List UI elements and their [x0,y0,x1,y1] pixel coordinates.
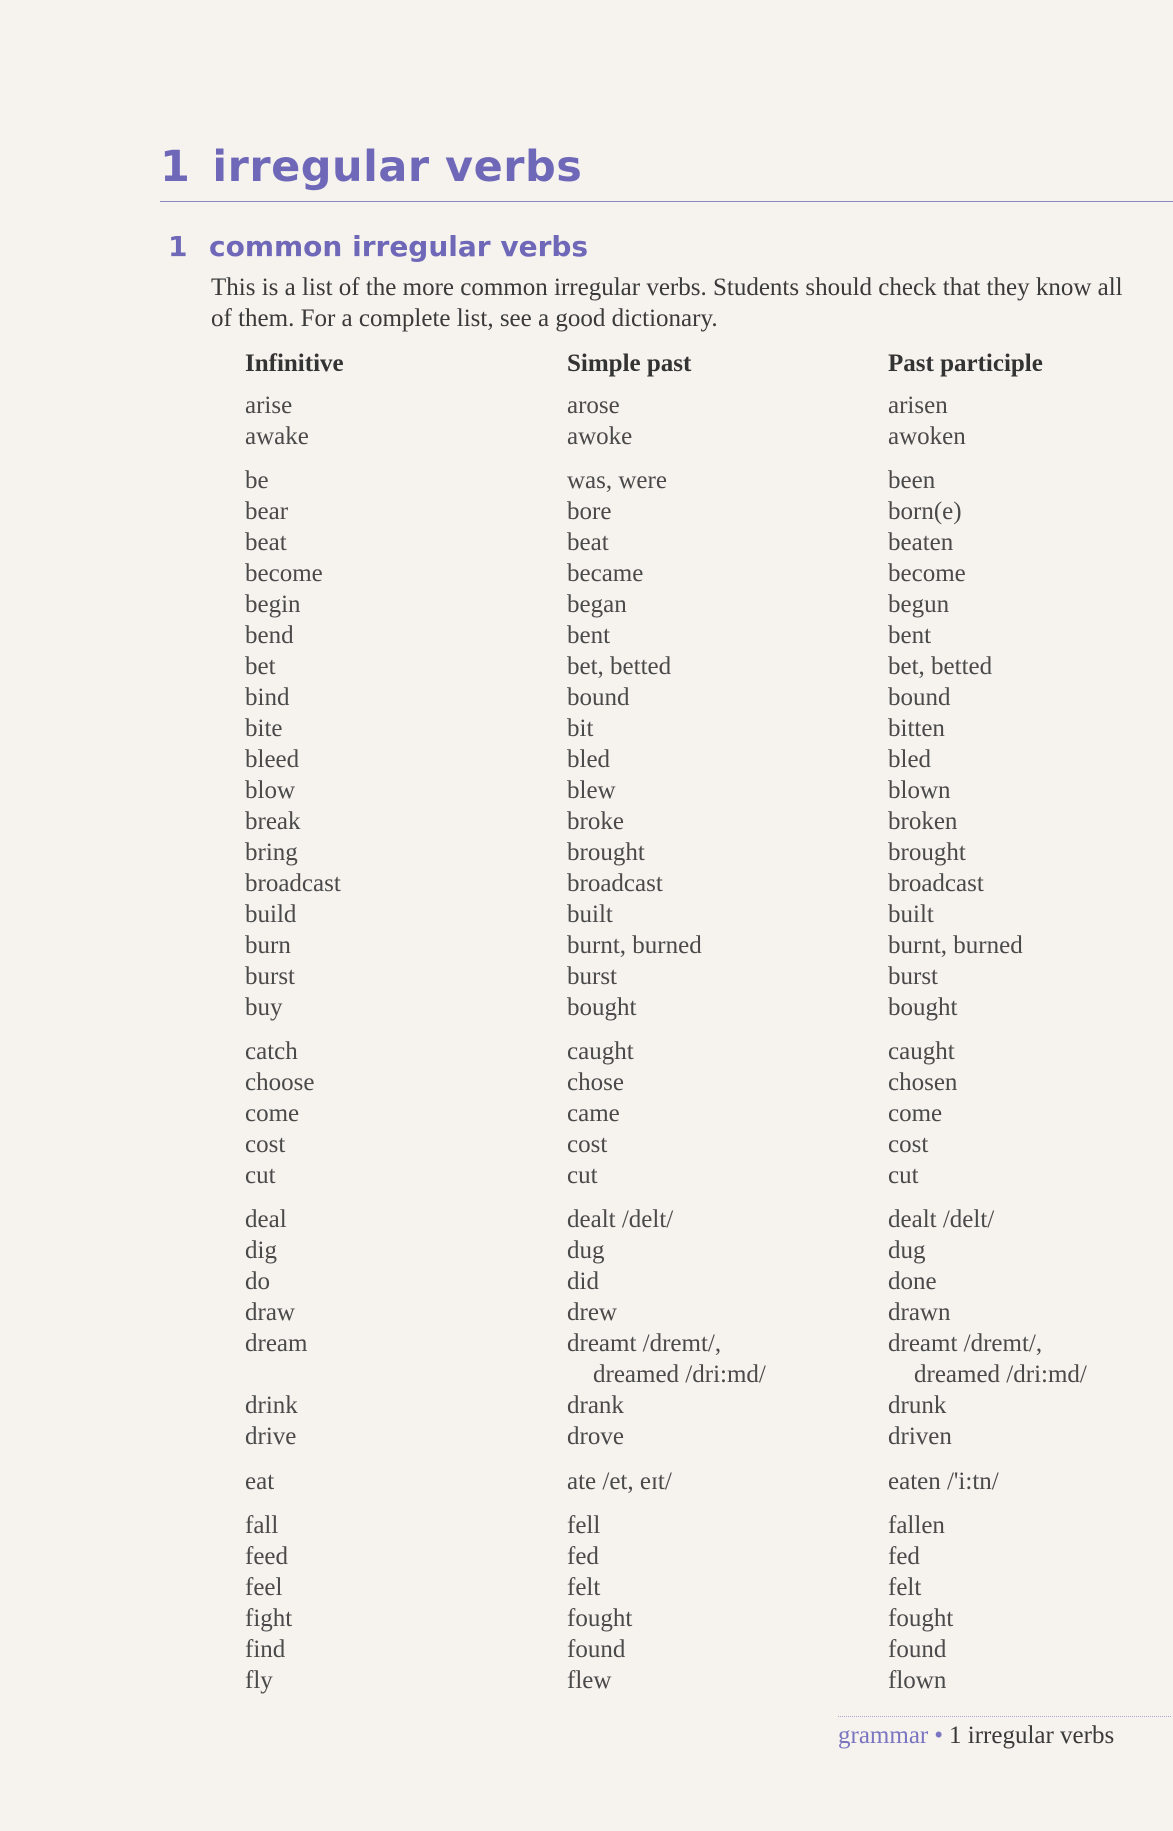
simple-past-cell [567,1421,624,1452]
infinitive-cell [245,992,283,1023]
simple-past-cell [567,421,632,452]
cell-text: choose [245,1069,315,1096]
simple-past-cell [567,1129,607,1160]
cell-text: dreamt /dremt/, [567,1330,722,1357]
cell-text: born(e) [888,498,962,525]
past-participle-cell [888,1098,942,1129]
cell-text: chosen [888,1069,958,1096]
past-participle-cell [888,1572,921,1603]
past-participle-cell [888,930,1023,961]
column-header-simple-past: Simple past [567,350,692,377]
past-participle-cell [888,1541,920,1572]
cell-text: bought [888,994,958,1021]
past-participle-cell [888,620,931,651]
infinitive-cell [245,1466,274,1497]
cell-text: began [567,591,627,618]
cell-text: built [888,901,934,928]
cell-text: fallen [888,1512,945,1539]
cell-text: broadcast [888,870,984,897]
past-participle-cell [888,1204,994,1235]
cell-text: do [245,1268,270,1295]
cell-text-continuation: dreamed /dri:md/ [593,1361,766,1388]
simple-past-cell [567,1297,617,1328]
past-participle-cell [888,992,957,1023]
cell-text: broke [567,808,624,835]
cell-text: beat [567,529,609,556]
simple-past-cell [567,1603,632,1634]
cell-text: cut [245,1162,276,1189]
cell-text: broken [888,808,958,835]
cell-text: found [888,1636,947,1663]
cell-text: arise [245,392,293,419]
simple-past-cell [567,1235,605,1266]
infinitive-cell [245,682,289,713]
cell-text: burst [245,963,295,990]
cell-text: flown [888,1667,947,1694]
past-participle-cell [888,496,962,527]
cell-text: fought [567,1605,633,1632]
running-footer [838,1722,1114,1750]
past-participle-cell [888,713,945,744]
simple-past-cell [567,837,645,868]
simple-past-cell [567,1160,598,1191]
past-participle-cell [888,899,934,930]
cell-text: found [567,1636,626,1663]
past-participle-cell [888,1510,945,1541]
cell-text: bent [567,622,611,649]
cell-text: dug [567,1237,605,1264]
simple-past-cell [567,1665,611,1696]
cell-text: blown [888,777,951,804]
column-header-infinitive: Infinitive [245,350,344,377]
infinitive-cell [245,1541,288,1572]
past-participle-cell [888,775,951,806]
section-title-text: common irregular verbs [209,230,589,263]
infinitive-cell [245,713,283,744]
cell-text: bit [567,715,594,742]
cell-text: arisen [888,392,948,419]
cell-text: dug [888,1237,926,1264]
cell-text: drove [567,1423,624,1450]
simple-past-cell [567,651,671,682]
cell-text: become [245,560,323,587]
infinitive-cell [245,1235,277,1266]
cell-text: bitten [888,715,945,742]
cell-text: fought [888,1605,954,1632]
cell-text: built [567,901,613,928]
footer-rule [838,1716,1171,1717]
infinitive-cell [245,651,276,682]
simple-past-cell [567,682,630,713]
simple-past-cell [567,1390,624,1421]
cell-text: felt [567,1574,601,1601]
past-participle-cell [888,806,957,837]
infinitive-cell [245,1421,296,1452]
cell-text: bleed [245,746,300,773]
cell-text: broadcast [245,870,341,897]
past-participle-cell [888,390,948,421]
cell-text: begin [245,591,301,618]
cell-text: deal [245,1206,287,1233]
simple-past-cell [567,1036,634,1067]
cell-text: drank [567,1392,624,1419]
cell-text: bite [245,715,283,742]
infinitive-cell [245,1098,299,1129]
past-participle-cell [888,651,992,682]
infinitive-cell [245,1067,314,1098]
cell-text: did [567,1268,599,1295]
cell-text: catch [245,1038,298,1065]
cell-text: beaten [888,529,954,556]
cell-text: eaten /'i:tn/ [888,1468,999,1495]
infinitive-cell [245,775,295,806]
cell-text: caught [567,1038,634,1065]
past-participle-cell [888,589,949,620]
cell-text: buy [245,994,283,1021]
cell-text: dealt /delt/ [888,1206,995,1233]
cell-text: fall [245,1512,279,1539]
cell-text: fell [567,1512,601,1539]
simple-past-cell [567,1634,625,1665]
cell-text: fed [567,1543,599,1570]
infinitive-cell [245,1510,278,1541]
infinitive-cell [245,806,301,837]
simple-past-cell [567,961,617,992]
cell-text: bind [245,684,290,711]
past-participle-cell [888,1665,946,1696]
past-participle-cell [888,837,966,868]
cell-text: be [245,467,269,494]
cell-text: bet [245,653,276,680]
cell-text: break [245,808,301,835]
past-participle-cell [888,1421,952,1452]
chapter-title-rule [160,201,1173,202]
intro-paragraph: This is a list of the more common irregular verbs. Students should check that they know all of them. For a complete list, see a good dictionary. [211,274,1123,332]
infinitive-cell [245,1204,287,1235]
cell-text: bend [245,622,294,649]
simple-past-cell [567,1541,599,1572]
past-participle-cell [888,1603,953,1634]
infinitive-cell [245,465,269,496]
cell-text: feel [245,1574,283,1601]
cell-text: fed [888,1543,920,1570]
cell-text: chose [567,1069,624,1096]
infinitive-cell [245,1390,298,1421]
infinitive-cell [245,1328,307,1359]
infinitive-cell [245,1603,292,1634]
infinitive-cell [245,961,295,992]
infinitive-cell [245,527,287,558]
cell-text: bled [888,746,932,773]
cell-text: done [888,1268,937,1295]
cell-text: flew [567,1667,612,1694]
infinitive-cell [245,1297,295,1328]
past-participle-cell [888,421,966,452]
cell-text: been [888,467,936,494]
past-participle-cell [888,1390,946,1421]
cell-text: caught [888,1038,955,1065]
cell-text: feed [245,1543,289,1570]
cell-text: cost [567,1131,608,1158]
simple-past-cell [567,390,620,421]
cell-text: came [567,1100,620,1127]
simple-past-cell [567,1510,600,1541]
cell-text: come [245,1100,300,1127]
cell-text: burst [888,963,938,990]
simple-past-cell [567,558,643,589]
infinitive-cell [245,1160,276,1191]
cell-text: awoke [567,423,633,450]
infinitive-cell [245,744,299,775]
infinitive-cell [245,1129,285,1160]
cell-text: blow [245,777,295,804]
footer-bullet: • [934,1722,943,1749]
past-participle-cell [888,1466,999,1497]
cell-text: burst [567,963,617,990]
infinitive-cell [245,496,288,527]
cell-text: drunk [888,1392,947,1419]
past-participle-cell [888,1036,955,1067]
cell-text: was, were [567,467,667,494]
simple-past-cell [567,620,610,651]
past-participle-cell [888,961,938,992]
simple-past-cell [567,992,636,1023]
infinitive-cell [245,868,341,899]
past-participle-cell [888,1129,928,1160]
cell-text: driven [888,1423,952,1450]
infinitive-cell [245,837,298,868]
past-participle-cell [888,682,951,713]
simple-past-cell [567,1328,766,1390]
infinitive-cell [245,390,292,421]
cell-text: drive [245,1423,297,1450]
infinitive-cell [245,1266,270,1297]
past-participle-cell [888,465,935,496]
cell-text: burn [245,932,291,959]
cell-text: blew [567,777,616,804]
cell-text: drawn [888,1299,951,1326]
cell-text: bound [888,684,951,711]
cell-text: find [245,1636,286,1663]
past-participle-cell [888,1297,950,1328]
simple-past-cell [567,775,616,806]
cell-text: brought [567,839,645,866]
cell-text: bring [245,839,298,866]
simple-past-cell [567,1098,620,1129]
cell-text: bent [888,622,932,649]
section-number: 1 [168,230,188,263]
cell-text: brought [888,839,966,866]
infinitive-cell [245,589,301,620]
cell-text: drew [567,1299,617,1326]
infinitive-cell [245,1634,285,1665]
infinitive-cell [245,620,294,651]
simple-past-cell [567,589,627,620]
past-participle-cell [888,1235,926,1266]
cell-text: drink [245,1392,298,1419]
cell-text: bet, betted [888,653,993,680]
cell-text: dream [245,1330,308,1357]
cell-text: broadcast [567,870,663,897]
cell-text: bet, betted [567,653,672,680]
past-participle-cell [888,1160,919,1191]
past-participle-cell [888,1067,957,1098]
cell-text: cut [888,1162,919,1189]
cell-text: begun [888,591,950,618]
infinitive-cell [245,1665,273,1696]
chapter-title-text: irregular verbs [212,142,583,192]
simple-past-cell [567,496,611,527]
cell-text: cost [245,1131,286,1158]
simple-past-cell [567,1204,673,1235]
cell-text: come [888,1100,943,1127]
cell-text: bought [567,994,637,1021]
past-participle-cell [888,1328,1087,1390]
cell-text: became [567,560,644,587]
past-participle-cell [888,558,966,589]
footer-section: grammar [838,1722,929,1749]
chapter-number: 1 [160,142,191,192]
simple-past-cell [567,744,610,775]
cell-text: draw [245,1299,295,1326]
cell-text: ate /et, eɪt/ [567,1468,672,1495]
infinitive-cell [245,421,309,452]
infinitive-cell [245,1036,298,1067]
cell-text: dealt /delt/ [567,1206,674,1233]
cell-text: burnt, burned [567,932,702,959]
cell-text: burnt, burned [888,932,1023,959]
cell-text: arose [567,392,620,419]
cell-text: bore [567,498,612,525]
past-participle-cell [888,868,984,899]
cell-text: cut [567,1162,598,1189]
cell-text: dig [245,1237,277,1264]
footer-number: 1 [949,1722,962,1749]
past-participle-cell [888,527,953,558]
simple-past-cell [567,713,593,744]
cell-text: cost [888,1131,929,1158]
infinitive-cell [245,899,296,930]
simple-past-cell [567,527,609,558]
footer-title: irregular verbs [967,1722,1115,1749]
cell-text: build [245,901,297,928]
cell-text: bear [245,498,289,525]
cell-text-continuation: dreamed /dri:md/ [914,1361,1087,1388]
infinitive-cell [245,1572,282,1603]
past-participle-cell [888,1266,937,1297]
cell-text: bound [567,684,630,711]
simple-past-cell [567,1572,600,1603]
cell-text: eat [245,1468,275,1495]
simple-past-cell [567,1266,599,1297]
past-participle-cell [888,744,931,775]
cell-text: awake [245,423,309,450]
cell-text: awoken [888,423,966,450]
cell-text: become [888,560,966,587]
simple-past-cell [567,806,624,837]
simple-past-cell [567,1466,672,1497]
simple-past-cell [567,465,667,496]
cell-text: felt [888,1574,922,1601]
cell-text: dreamt /dremt/, [888,1330,1043,1357]
section-title [168,230,588,263]
cell-text: beat [245,529,287,556]
column-header-past-participle: Past participle [888,350,1043,377]
simple-past-cell [567,1067,624,1098]
cell-text: bled [567,746,611,773]
chapter-title [160,142,582,192]
infinitive-cell [245,558,323,589]
cell-text: fight [245,1605,293,1632]
past-participle-cell [888,1634,946,1665]
simple-past-cell [567,930,702,961]
infinitive-cell [245,930,291,961]
simple-past-cell [567,899,613,930]
cell-text: fly [245,1667,273,1694]
simple-past-cell [567,868,663,899]
